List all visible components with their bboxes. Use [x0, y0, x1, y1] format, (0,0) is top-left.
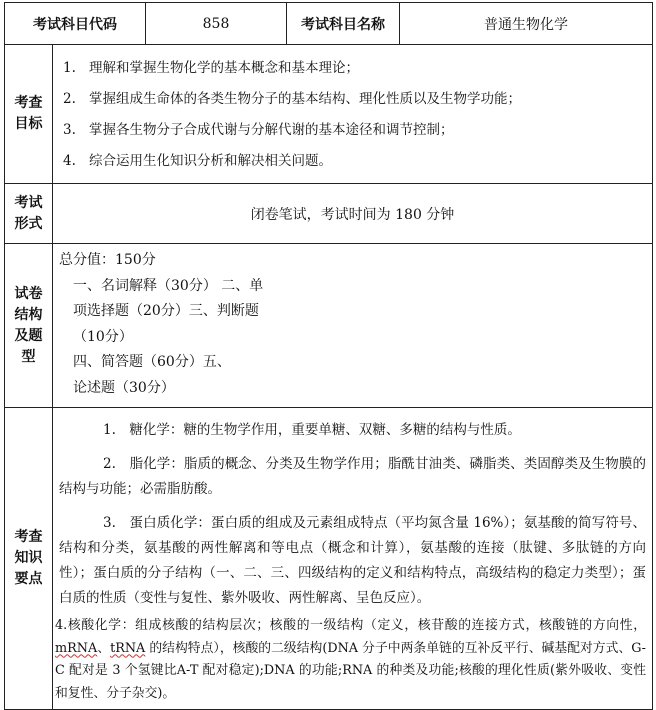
- subject-name-value: 普通生物化学: [400, 3, 653, 45]
- form-label-line: 形式: [14, 215, 43, 232]
- subject-code-value: 858: [146, 3, 287, 45]
- structure-line: 一、名词解释（30分） 二、单: [73, 277, 264, 294]
- structure-label-line: 型: [21, 348, 36, 365]
- header-row: [5, 3, 653, 45]
- knowledge-point-1: 1. 糖化学：糖的生物学作用，重要单糖、双糖、多糖的结构与性质。: [103, 422, 521, 438]
- knowledge-label-line: 考查: [14, 529, 43, 545]
- knowledge-point-3: 3. 蛋白质化学：蛋白质的组成及元素组成特点（平均氮含量 16%）；氨基酸的简写符号、结构和分类，氨基酸的两性解离和等电点（概念和计算），氨基酸的连接（肽键、多肽链的方向性）；蛋白质的分子结构（一、二、三、四级结构的定义和结构特点，高级结构的稳定力类型）；蛋白质的性质（变性与复性、紫外吸收、两性解离、呈色反应）。: [59, 515, 646, 606]
- structure-line: （10分）: [73, 328, 133, 345]
- structure-line: 项选择题（20分）三、判断题: [73, 303, 259, 319]
- knowledge-label-line: 知识: [14, 550, 43, 566]
- form-row: [5, 184, 653, 244]
- goal-item: 1. 理解和掌握生物化学的基本概念和基本理论；: [63, 60, 359, 76]
- knowledge-point-4: 4.核酸化学：组成核酸的结构层次；核酸的一级结构（定义，核苷酸的连接方式，核酸链的方向性，mRNA、tRNA 的结构特点），核酸的二级结构(DNA 分子中两条单链的互补反平行、碱基配对方式、G-C 配对是 3 个氢键比A-T 配对稳定);DNA 的功能;RNA 的种类及功能;核酸的理化性质(紫外吸收、变性和复性、分子杂交)。: [55, 618, 647, 701]
- form-label: [5, 184, 53, 244]
- goal-item: 3. 掌握各生物分子合成代谢与分解代谢的基本途径和调节控制；: [63, 122, 454, 138]
- structure-line: 论述题（30分）: [73, 379, 175, 396]
- knowledge-row: [5, 408, 653, 710]
- form-label-line: 考试: [14, 194, 43, 211]
- goal-item: 4. 综合运用生化知识分析和解决相关问题。: [63, 153, 332, 169]
- subject-code-label: 考试科目代码: [5, 3, 146, 45]
- goals-list: [53, 45, 653, 184]
- knowledge-label: [5, 408, 53, 710]
- goal-item: 2. 掌握组成生命体的各类生物分子的基本结构、理化性质以及生物学功能；: [63, 91, 521, 107]
- structure-content: [53, 244, 653, 408]
- structure-line: 四、简答题（60分）五、: [73, 354, 231, 370]
- structure-label-line: 结构: [14, 306, 43, 323]
- subject-name-label: 考试科目名称: [287, 3, 400, 45]
- knowledge-label-line: 要点: [14, 571, 43, 587]
- exam-form-text: 闭卷笔试，考试时间为 180 分钟: [53, 184, 653, 244]
- structure-line: 总分值：150分: [59, 252, 156, 268]
- goals-label-line: 考查: [14, 95, 43, 111]
- structure-label: [5, 244, 53, 408]
- trna-term: tRNA: [110, 640, 146, 656]
- knowledge-content: [53, 408, 653, 710]
- goals-label: [5, 45, 53, 184]
- structure-label-line: 及题: [14, 327, 43, 344]
- structure-row: [5, 244, 653, 408]
- goals-row: [5, 45, 653, 184]
- structure-label-line: 试卷: [14, 285, 43, 302]
- knowledge-point-2: 2. 脂化学：脂质的概念、分类及生物学作用；脂酰甘油类、磷脂类、类固醇类及生物膜的结构与功能；必需脂肪酸。: [59, 456, 646, 497]
- goals-label-line: 目标: [14, 116, 43, 132]
- mrna-term: mRNA: [55, 640, 98, 656]
- syllabus-table: [4, 2, 653, 710]
